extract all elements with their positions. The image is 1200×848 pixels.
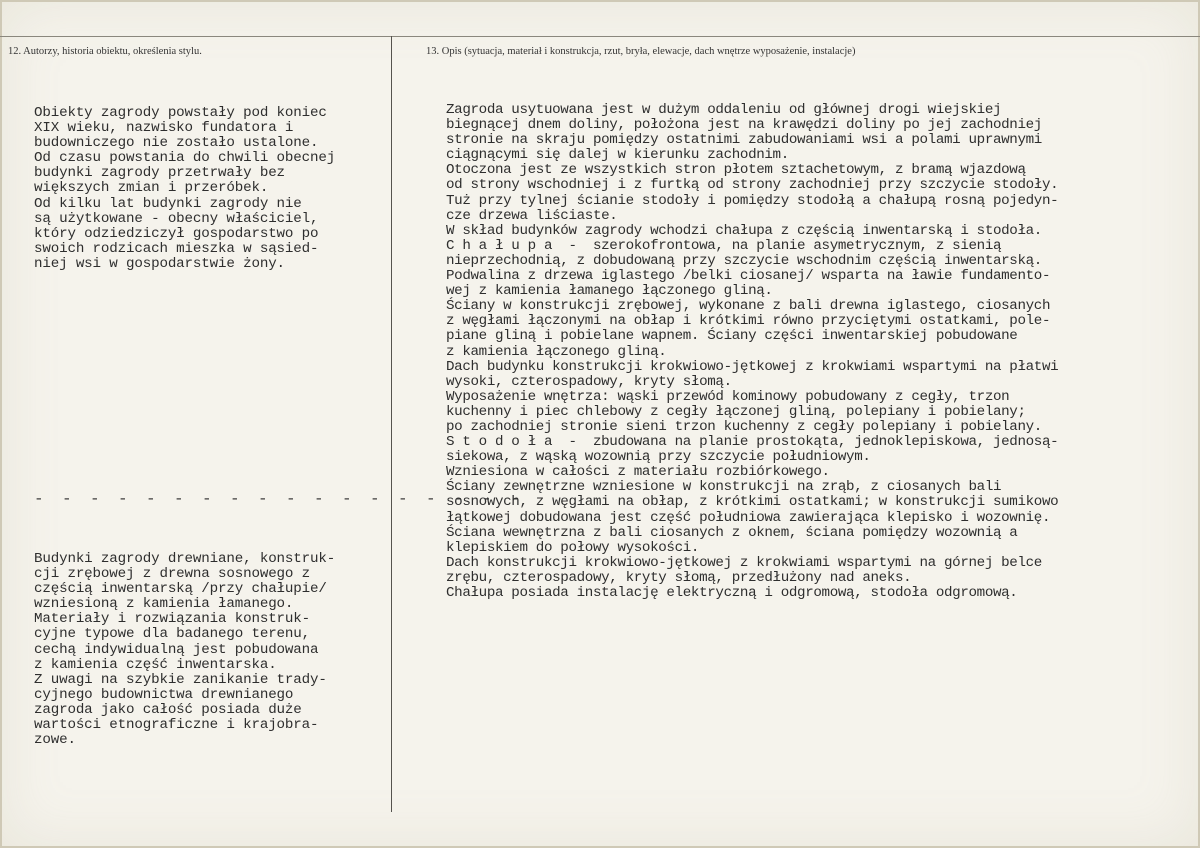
- header-rule: [0, 36, 1200, 37]
- text-line: Materiały i rozwiązania konstruk-: [34, 611, 311, 628]
- text-line: wartości etnograficzne i krajobra-: [34, 717, 319, 734]
- column-divider: [391, 36, 392, 812]
- text-line: Dach budynku konstrukcji krokwiowo-jętkowej z krokwiami wspartymi na płatwi: [446, 358, 1059, 375]
- text-line: częścią inwentarską /przy chałupie/: [34, 581, 327, 598]
- text-line: nieprzechodnią, z dobudowaną przy szczycie wschodnim częścią inwentarską.: [446, 252, 1042, 269]
- text-line: od strony wschodniej i z furtką od strony zachodniej przy szczycie stodoły.: [446, 177, 1059, 194]
- text-line: piane gliną i pobielane wapnem. Ściany części inwentarskiej pobudowane: [446, 328, 1018, 345]
- section-13-heading: 13. Opis (sytuacja, materiał i konstrukcja, rzut, bryła, elewacje, dach wnętrze wyposażenie, instalacje): [426, 46, 856, 57]
- text-line: Ściany zewnętrzne wzniesione w konstrukcji na zrąb, z ciosanych bali: [446, 479, 1002, 496]
- text-line: swoich rodzicach mieszka w sąsied-: [34, 240, 319, 257]
- text-line: wysoki, czterospadowy, kryty słomą.: [446, 373, 732, 390]
- text-line: C h a ł u p a - szerokofrontowa, na planie asymetrycznym, z sienią: [446, 237, 1002, 254]
- text-line: zrębu, czterospadowy, kryty słomą, przedłużony nad aneks.: [446, 569, 912, 586]
- text-line: cze drzewa liściaste.: [446, 207, 618, 224]
- text-line: kuchenny i piec chlebowy z cegły łączonej gliną, polepiany i pobielany;: [446, 403, 1026, 420]
- text-line: łątkowej dobudowana jest część południowa zawierająca klepisko i wozownię.: [446, 509, 1051, 526]
- text-line: W skład budynków zagrody wchodzi chałupa z częścią inwentarską i stodoła.: [446, 222, 1042, 239]
- text-line: S t o d o ł a - zbudowana na planie prostokąta, jednoklepiskowa, jednosą-: [446, 434, 1059, 451]
- history-text-block: [34, 106, 335, 272]
- text-line: są użytkowane - obecny właściciel,: [34, 210, 319, 227]
- description-text-block: [446, 103, 1058, 601]
- text-line: Obiekty zagrody powstały pod koniec: [34, 105, 327, 121]
- text-line: wzniesioną z kamienia łamanego.: [34, 596, 294, 613]
- text-line: cji zrębowej z drewna sosnowego z: [34, 566, 311, 583]
- text-line: ciągnącymi się dalej w kierunku zachodnim.: [446, 147, 789, 164]
- text-line: cyjne typowe dla badanego terenu,: [34, 626, 311, 643]
- text-line: Z uwagi na szybkie zanikanie trady-: [34, 671, 327, 688]
- style-assessment-text-block: [34, 552, 335, 748]
- text-line: cechą indywidualną jest pobudowana: [34, 641, 319, 658]
- text-line: zowe.: [34, 732, 76, 749]
- text-line: budowniczego nie zostało ustalone.: [34, 135, 319, 152]
- text-line: biegnącej dnem doliny, położona jest na krawędzi doliny po jej zachodniej: [446, 117, 1042, 134]
- text-line: Chałupa posiada instalację elektryczną i odgromową, stodoła odgromową.: [446, 585, 1018, 601]
- text-line: większych zmian i przeróbek.: [34, 180, 269, 197]
- text-line: który odziedziczył gospodarstwo po: [34, 225, 319, 242]
- text-line: XIX wieku, nazwisko fundatora i: [34, 120, 294, 137]
- text-line: wej z kamienia łamanego łączonego gliną.: [446, 283, 773, 300]
- text-line: po zachodniej stronie sieni trzon kuchenny z cegły polepiany i pobielany.: [446, 418, 1042, 435]
- text-line: Budynki zagrody drewniane, konstruk-: [34, 551, 336, 567]
- section-12-heading: 12. Autorzy, historia obiektu, określenia stylu.: [8, 46, 202, 57]
- text-line: Od kilku lat budynki zagrody nie: [34, 195, 302, 212]
- text-line: Wzniesiona w całości z materiału rozbiórkowego.: [446, 464, 830, 481]
- text-line: z kamienia część inwentarska.: [34, 656, 277, 673]
- text-line: Wyposażenie wnętrza: wąski przewód kominowy pobudowany z cegły, trzon: [446, 388, 1010, 405]
- text-line: klepiskiem do połowy wysokości.: [446, 539, 700, 556]
- text-line: Ściana wewnętrzna z bali ciosanych z oknem, ściana pomiędzy wozownią a: [446, 524, 1018, 541]
- text-line: zagroda jako całość posiada duże: [34, 701, 302, 718]
- text-line: Ściany w konstrukcji zrębowej, wykonane z bali drewna iglastego, ciosanych: [446, 298, 1051, 315]
- dashed-separator: - - - - - - - - - - - - - - - - - -: [34, 490, 525, 508]
- text-line: z węgłami łączonymi na obłap i krótkimi równo przyciętymi ostatkami, pole-: [446, 313, 1051, 330]
- text-line: Od czasu powstania do chwili obecnej: [34, 150, 336, 167]
- text-line: z kamienia łączonego gliną.: [446, 343, 667, 360]
- text-line: sosnowych, z węgłami na obłap, z krótkimi ostatkami; w konstrukcji sumikowo: [446, 494, 1059, 511]
- text-line: siekowa, z wąską wozownią przy szczycie południowym.: [446, 449, 871, 466]
- text-line: Otoczona jest ze wszystkich stron płotem sztachetowym, z bramą wjazdową: [446, 162, 1026, 179]
- text-line: stronie na skraju pomiędzy ostatnimi zabudowaniami wsi a polami uprawnymi: [446, 132, 1042, 149]
- text-line: Zagroda usytuowana jest w dużym oddaleniu od głównej drogi wiejskiej: [446, 102, 1002, 118]
- text-line: Dach konstrukcji krokwiowo-jętkowej z krokwiami wspartymi na górnej belce: [446, 554, 1042, 571]
- text-line: Tuż przy tylnej ścianie stodoły i pomiędzy stodołą a chałupą rosną pojedyn-: [446, 192, 1059, 209]
- text-line: cyjnego budownictwa drewnianego: [34, 686, 294, 703]
- text-line: Podwalina z drzewa iglastego /belki ciosanej/ wsparta na ławie fundamento-: [446, 268, 1051, 285]
- text-line: niej wsi w gospodarstwie żony.: [34, 255, 285, 272]
- text-line: budynki zagrody przetrwały bez: [34, 165, 285, 182]
